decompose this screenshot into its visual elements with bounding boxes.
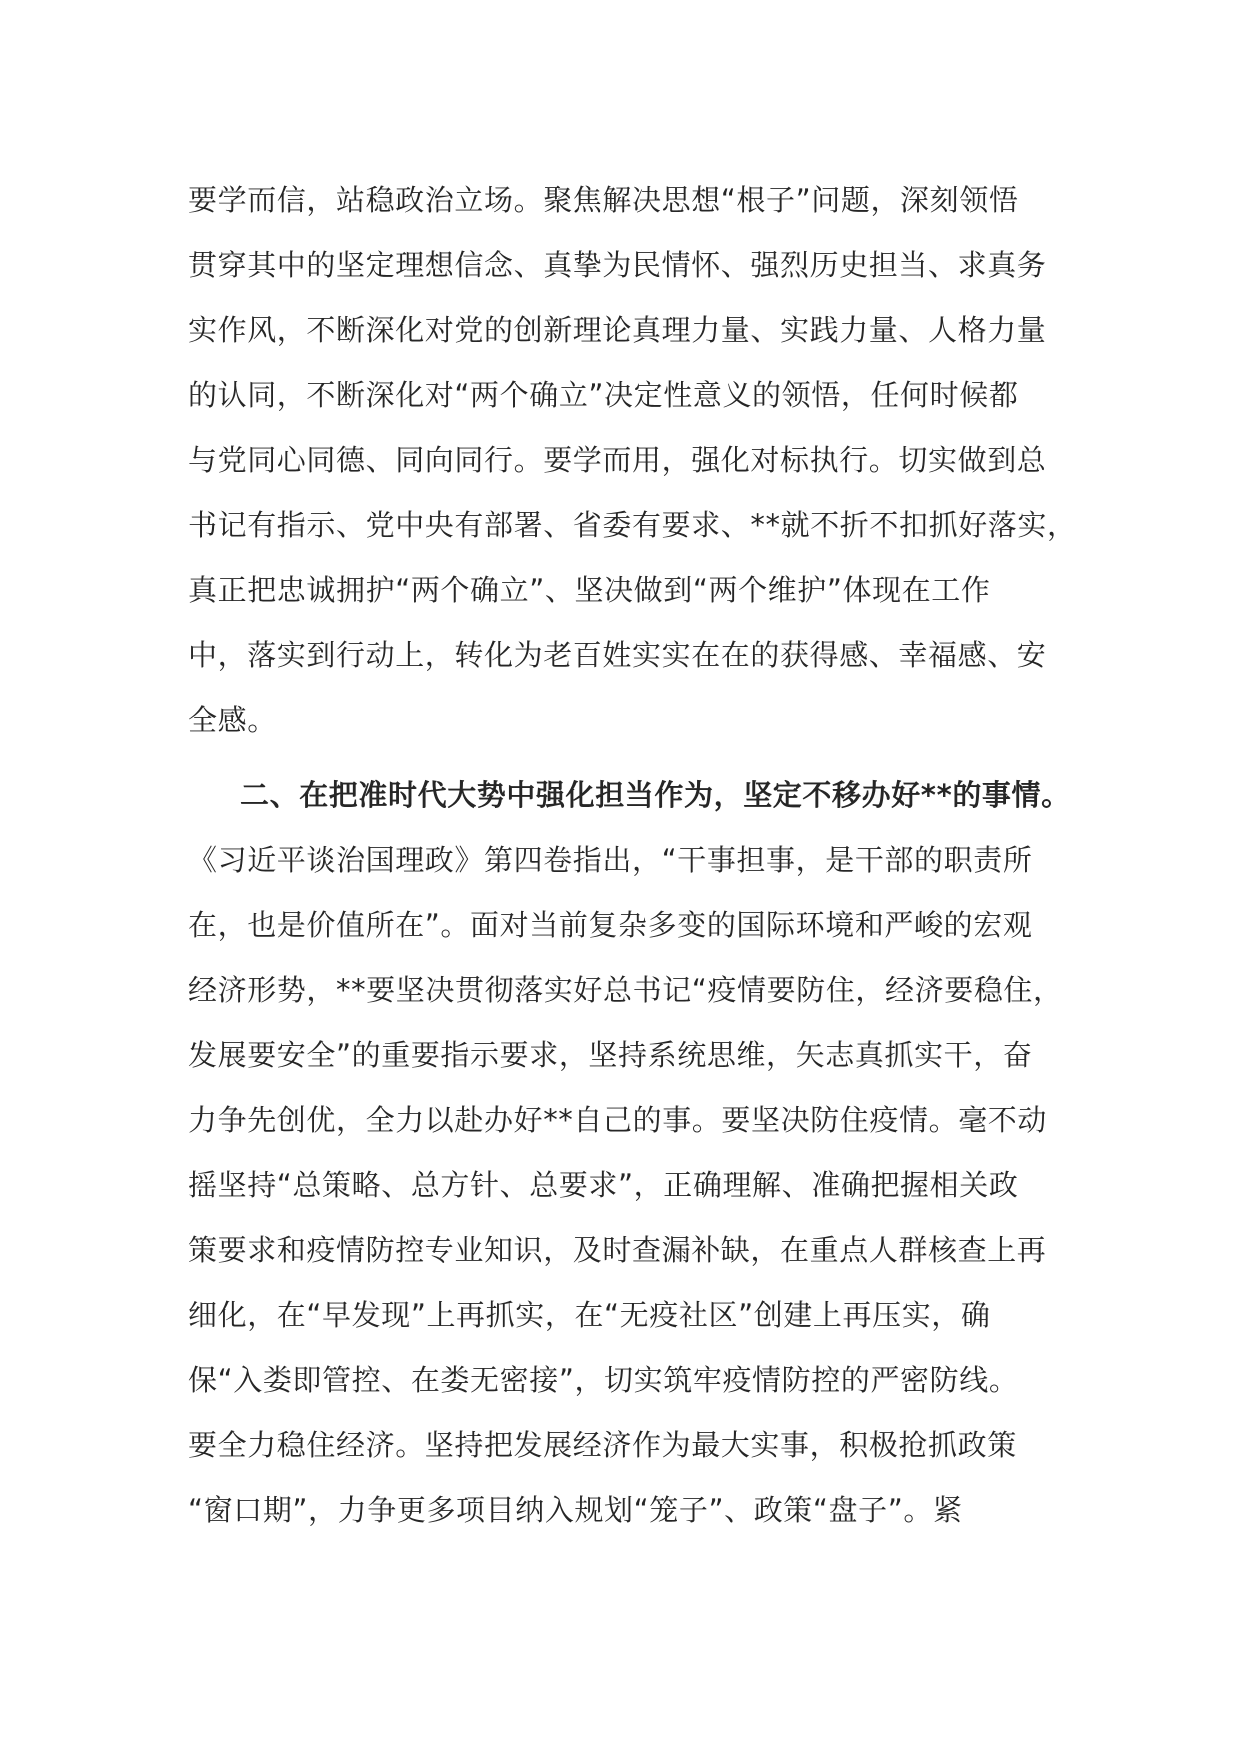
text-line: 实作风，不断深化对党的创新理论真理力量、实践力量、人格力量 xyxy=(188,313,1047,347)
text-line: “窗口期”，力争更多项目纳入规划“笼子”、政策“盘子”。紧 xyxy=(188,1493,963,1527)
text-line: 经济形势，**要坚决贯彻落实好总书记“疫情要防住，经济要稳住， xyxy=(188,973,1063,1007)
text-line: 在，也是价值所在”。面对当前复杂多变的国际环境和严峻的宏观 xyxy=(188,908,1033,942)
text-line: 与党同心同德、同向同行。要学而用，强化对标执行。切实做到总 xyxy=(188,443,1047,477)
text-line: 摇坚持“总策略、总方针、总要求”，正确理解、准确把握相关政 xyxy=(188,1168,1019,1202)
text-line: 《习近平谈治国理政》第四卷指出，“干事担事，是干部的职责所 xyxy=(188,843,1033,877)
text-line: 力争先创优，全力以赴办好**自己的事。要坚决防住疫情。毫不动 xyxy=(188,1103,1048,1137)
text-line: 书记有指示、党中央有部署、省委有要求、**就不折不扣抓好落实， xyxy=(188,508,1077,542)
text-line: 细化，在“早发现”上再抓实，在“无疫社区”创建上再压实，确 xyxy=(188,1298,991,1332)
text-line: 真正把忠诚拥护“两个确立”、坚决做到“两个维护”体现在工作 xyxy=(188,573,991,607)
text-line: 保“入娄即管控、在娄无密接”，切实筑牢疫情防控的严密防线。 xyxy=(188,1363,1019,1397)
text-line: 贯穿其中的坚定理想信念、真挚为民情怀、强烈历史担当、求真务 xyxy=(188,248,1047,282)
text-line: 全感。 xyxy=(188,703,277,737)
text-line: 策要求和疫情防控专业知识，及时查漏补缺，在重点人群核查上再 xyxy=(188,1233,1047,1267)
document-body xyxy=(188,168,1078,1543)
text-line: 要全力稳住经济。坚持把发展经济作为最大实事，积极抢抓政策 xyxy=(188,1428,1017,1462)
paragraph-2 xyxy=(188,828,1078,1543)
paragraph-1 xyxy=(188,168,1078,753)
text-line: 发展要安全”的重要指示要求，坚持系统思维，矢志真抓实干，奋 xyxy=(188,1038,1033,1072)
text-line: 的认同，不断深化对“两个确立”决定性意义的领悟，任何时候都 xyxy=(188,378,1019,412)
text-line: 要学而信，站稳政治立场。聚焦解决思想“根子”问题，深刻领悟 xyxy=(188,183,1019,217)
paragraph-spacer xyxy=(188,753,1078,763)
section-heading: 二、在把准时代大势中强化担当作为，坚定不移办好**的事情。 xyxy=(240,778,1071,812)
text-line: 中，落实到行动上，转化为老百姓实实在在的获得感、幸福感、安 xyxy=(188,638,1047,672)
